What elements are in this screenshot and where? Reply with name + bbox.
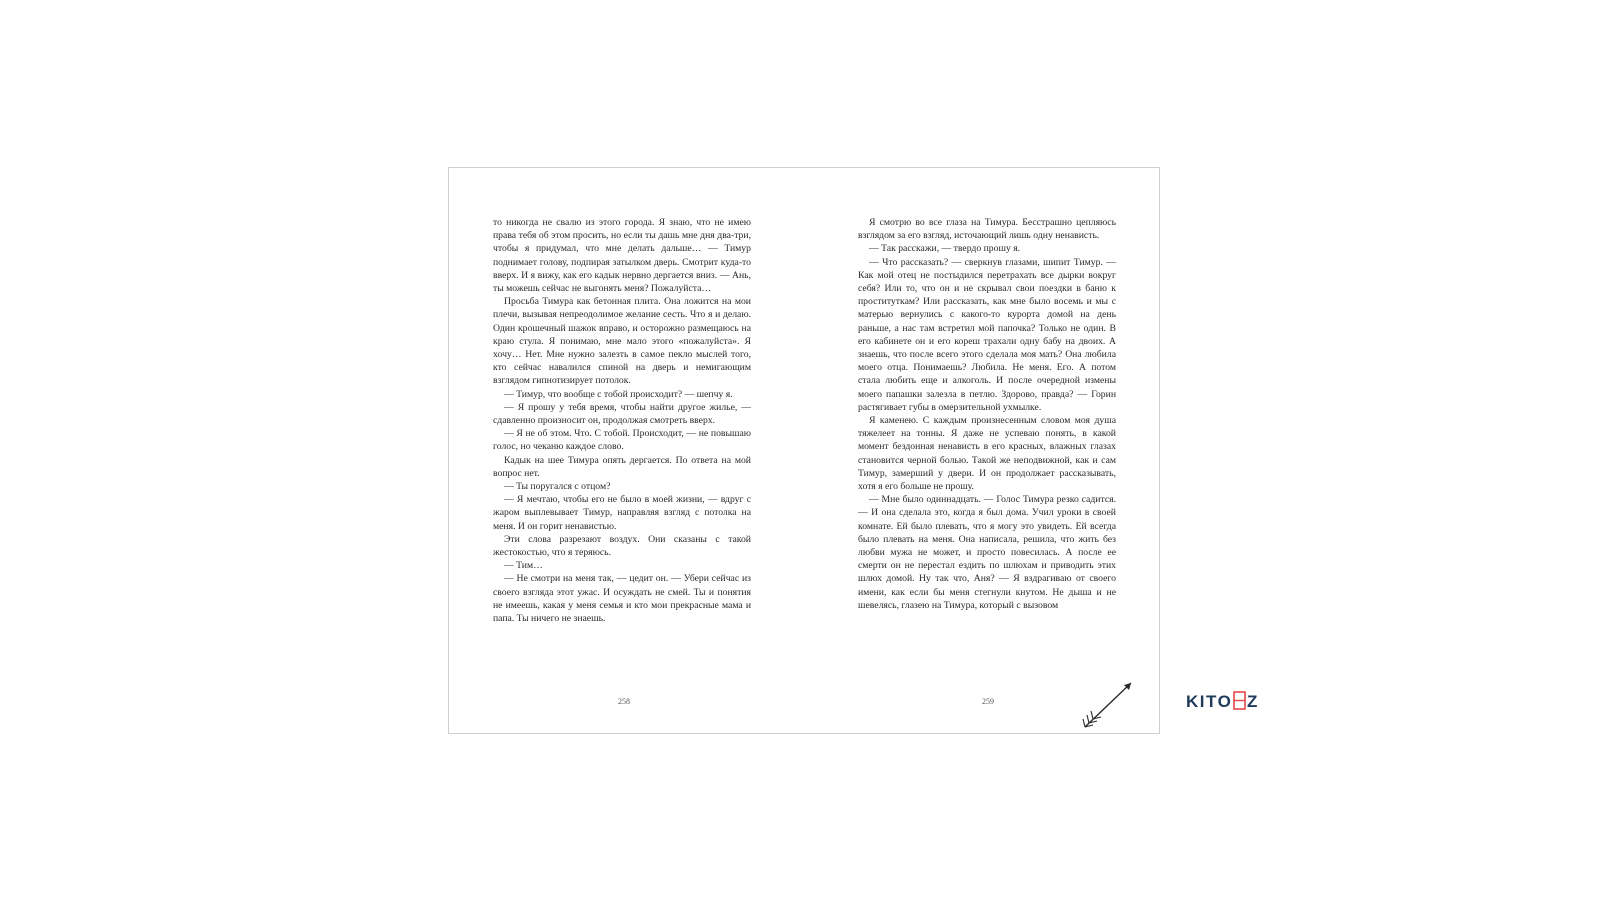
paragraph: Просьба Тимура как бетонная плита. Она ложится на мои плечи, вызывая непреодолимое желание сесть. Что я и делаю. Один крошечный шажок вправо, и осторожно размещаюсь на краю стула. Я понимаю, мне мало этого «пожалуйста». Я хочу… Нет. Мне нужно залезть в самое пекло мыслей того, кто сейчас навалился спиной на дверь и немигающим взглядом гипнотизирует потолок.: [493, 296, 751, 387]
arrow-icon: [1081, 679, 1137, 731]
paragraph: — Ты поругался с отцом?: [504, 481, 611, 493]
paragraph: — Что рассказать? — сверкнув глазами, шипит Тимур. — Как мой отец не постыдился перетрахать все дырки вокруг себя? Или то, что он и не скрывал свои поездки в баню к проституткам? Или рассказать, как мне было восемь и мы с матерью вернулись с какого-то курорта домой на день раньше, а нас там встретил мой папочка? Только не один. В его кабинете он и его кореш трахали одну бабу на двоих. А знаешь, что после всего этого сделала моя мать? Она любила моего отца. Понимаешь? Любила. Не меня. Его. А потом стала любить еще и алкоголь. И после очередной измены моего папашки залезла в петлю. Здорово, правда? — Горин растягивает губы в омерзительной ухмылке.: [858, 256, 1116, 413]
paragraph: — Тим…: [504, 560, 543, 572]
paragraph: — Мне было одиннадцать. — Голос Тимура резко садится. — И она сделала это, когда я был дома. Учил уроки в своей комнате. Ей было плевать, что я могу это увидеть. Ей всегда было плевать на меня. Она написала, решила, что жить без любви мужа не может, и просто повесилась. А после ее смерти он не перестал ездить по шлюхам и приводить этих шлюх домой. Ну так что, Аня? — Я вздрагиваю от своего имени, как если бы меня стегнули кнутом. Не дыша и не шевелясь, глазею на Тимура, который с вызовом: [858, 494, 1116, 611]
svg-text:KITO: KITO: [1186, 692, 1233, 711]
paragraph: — Я не об этом. Что. С тобой. Происходит, — не повышаю голос, но чеканю каждое слово.: [493, 428, 751, 453]
paragraph: — Так расскажи, — твердо прошу я.: [869, 243, 1021, 255]
page-number-right: 259: [982, 697, 994, 706]
paragraph: Я каменею. С каждым произнесенным словом моя душа тяжелеет на тонны. Я даже не успеваю понять, в какой момент бездонная ненависть в его красных, влажных глазах становится черной болью. Такой же неподвижной, как и сам Тимур, замерший у двери. И он продолжает рассказывать, хотя я его больше не прошу.: [858, 415, 1116, 493]
paragraph: — Я мечтаю, чтобы его не было в моей жизни, — вдруг с жаром выплевывает Тимур, направляя взгляд с потолка на меня. И он горит ненавистью.: [493, 494, 751, 532]
paragraph: Я смотрю во все глаза на Тимура. Бесстрашно цепляюсь взглядом за его взгляд, источающий лишь одну ненависть.: [858, 217, 1116, 242]
paragraph: то никогда не свалю из этого города. Я знаю, что не имею права тебя об этом просить, но если ты дашь мне дня два-три, чтобы я придумал, что мне делать дальше… — Тимур поднимает голову, подпирая затылком дверь. Смотрит куда-то вверх. И я вижу, как его кадык нервно дергается вниз. — Ань, ты можешь сейчас не выгонять меня? Пожалуйста…: [493, 217, 751, 295]
svg-text:Z: Z: [1247, 692, 1258, 711]
paragraph: Эти слова разрезают воздух. Они сказаны с такой жестокостью, что я теряюсь.: [493, 533, 751, 559]
paragraph: — Я прошу у тебя время, чтобы найти другое жилье, — сдавленно произносит он, продолжая смотреть вверх.: [493, 401, 751, 427]
paragraph: — Тимур, что вообще с тобой происходит? — шепчу я.: [504, 388, 733, 400]
kitobz-logo: [1186, 689, 1258, 713]
paragraph: Кадык на шее Тимура опять дергается. По ответа на мой вопрос нет.: [493, 454, 751, 479]
page-number-left: 258: [618, 697, 630, 706]
paragraph: — Не смотри на меня так, — цедит он. — Убери сейчас из своего взгляда этот ужас. И осуждать не смей. Ты и понятия не имеешь, какая у меня семья и кто мои прекрасные мама и папа. Ты ничего не знаешь.: [493, 573, 751, 625]
left-page-text: [493, 216, 751, 625]
right-page-text: [858, 216, 1116, 612]
book-spread: [448, 167, 1160, 734]
